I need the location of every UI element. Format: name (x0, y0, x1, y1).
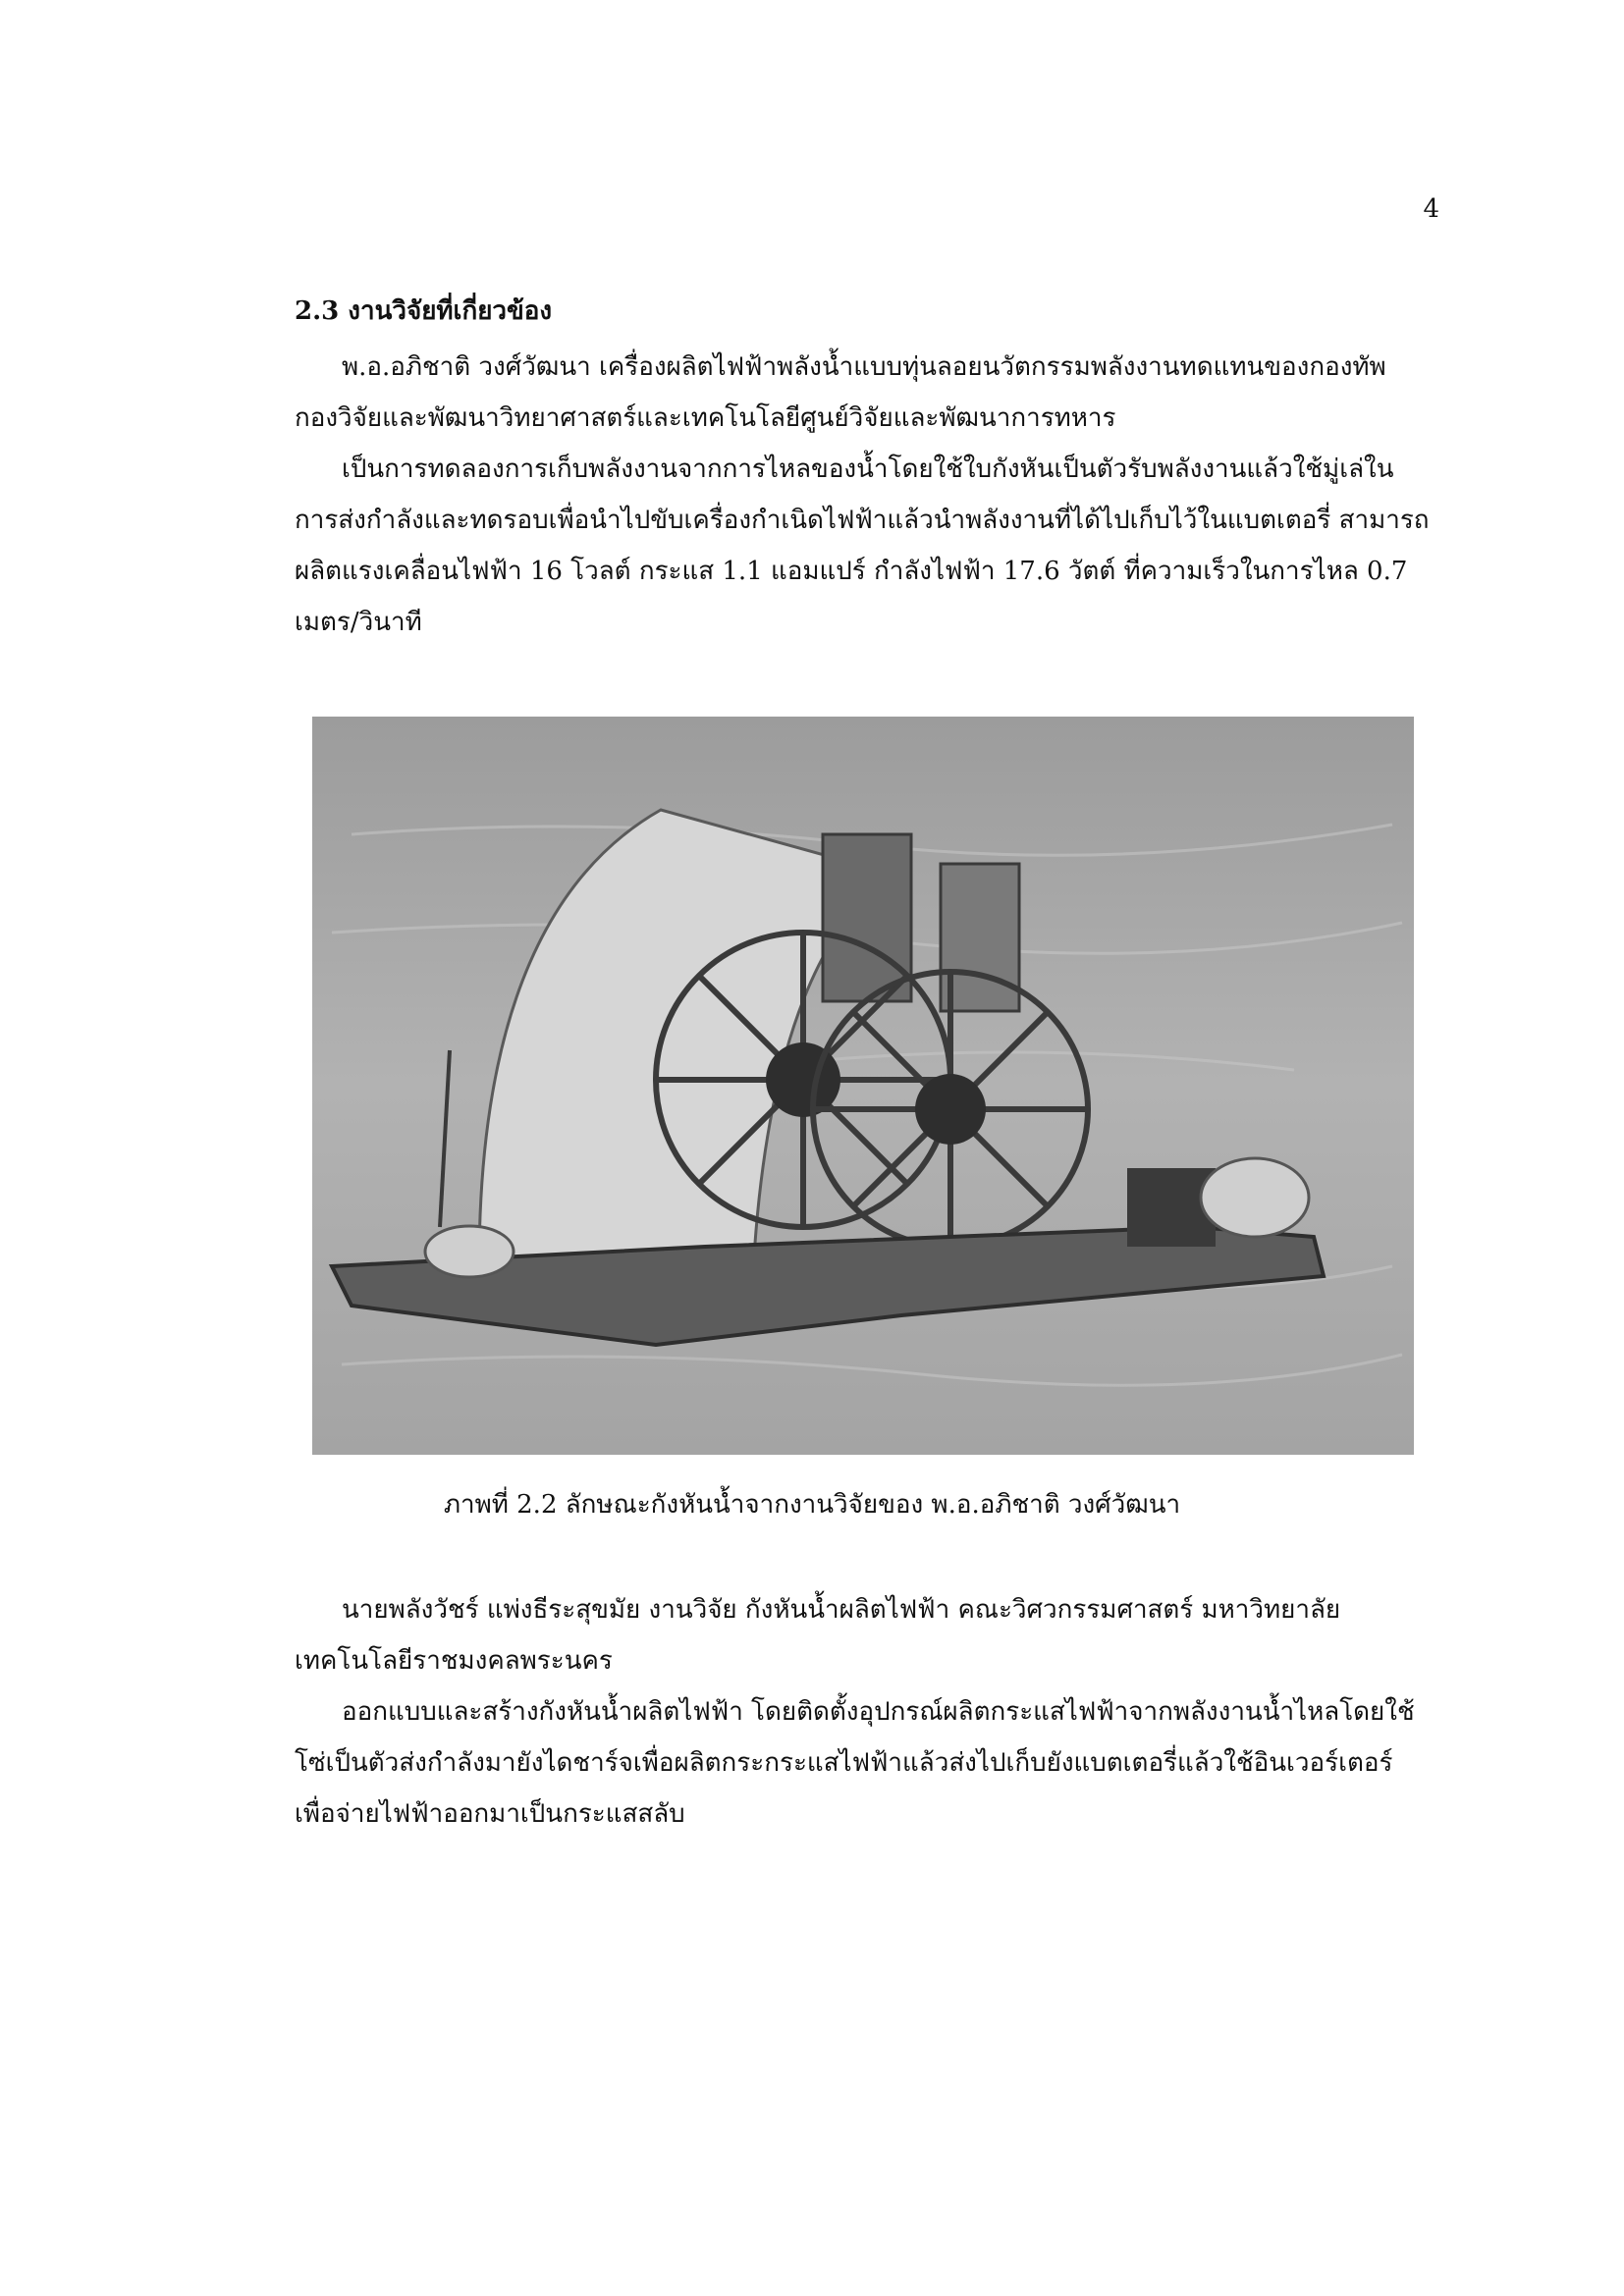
wheel-hub (766, 1042, 840, 1117)
paragraph-4: ออกแบบและสร้างกังหันน้ำผลิตไฟฟ้า โดยติดตั้งอุปกรณ์ผลิตกระแสไฟฟ้าจากพลังงานน้ำไหลโดยใช้โซ่เป็นตัวส่งกำลังมายังไดชาร์จเพื่อผลิตกระกระแสไฟฟ้าแล้วส่งไปเก็บยังแบตเตอรี่แล้วใช้อินเวอร์เตอร์ เพื่อจ่ายไฟฟ้าออกมาเป็นกระแสสลับ (295, 1697, 1415, 1829)
paragraph-3: นายพลังวัชร์ แพ่งธีระสุขมัย งานวิจัย กังหันน้ำผลิตไฟฟ้า คณะวิศวกรรมศาสตร์ มหาวิทยาลัยเทคโนโลยีราชมงคลพระนคร (295, 1595, 1341, 1676)
wheel-hub (915, 1074, 986, 1145)
float-buoy (425, 1226, 514, 1277)
paragraph-2: เป็นการทดลองการเก็บพลังงานจากการไหลของน้ำโดยใช้ใบกังหันเป็นตัวรับพลังงานแล้วใช้มู่เล่ในการส่งกำลังและทดรอบเพื่อนำไปขับเครื่องกำเนิดไฟฟ้าแล้วนำพลังงานที่ได้ไปเก็บไว้ในแบตเตอรี่ สามารถผลิตแรงเคลื่อนไฟฟ้า 16 โวลต์ กระแส 1.1 แอมแปร์ กำลังไฟฟ้า 17.6 วัตต์ ที่ความเร็วในการไหล 0.7 เมตร/วินาที (295, 454, 1430, 637)
paddle-blade (823, 834, 911, 1001)
turbine-photo (312, 717, 1414, 1455)
section-heading: 2.3 งานวิจัยที่เกี่ยวข้อง (295, 296, 553, 326)
float-buoy (1201, 1158, 1309, 1237)
paragraph-1: พ.อ.อภิชาติ วงศ์วัฒนา เครื่องผลิตไฟฟ้าพลังน้ำแบบทุ่นลอยนวัตกรรมพลังงานทดแทนของกองทัพ กองวิจัยและพัฒนาวิทยาศาสตร์และเทคโนโลยีศูนย์วิจัยและพัฒนาการทหาร (295, 352, 1386, 433)
figure-caption: ภาพที่ 2.2 ลักษณะกังหันน้ำจากงานวิจัยของ พ.อ.อภิชาติ วงศ์วัฒนา (443, 1490, 1181, 1520)
page-number: 4 (1423, 194, 1439, 224)
water-turbine-illustration (312, 717, 1414, 1455)
